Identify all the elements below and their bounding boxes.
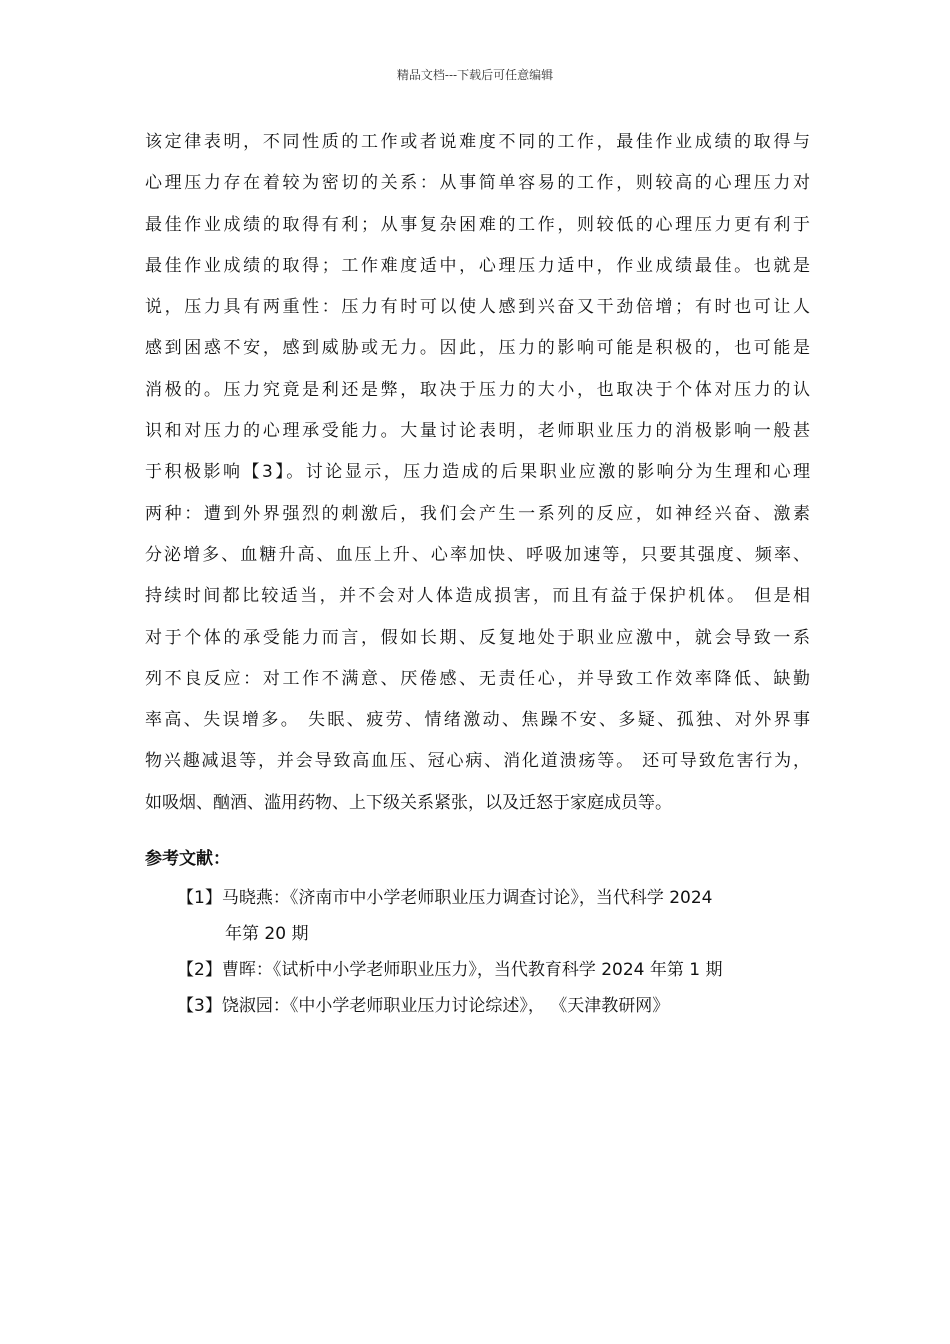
reference-item [177, 952, 817, 988]
body-paragraph [145, 122, 810, 824]
reference-item [177, 880, 817, 952]
paragraph-line: 两种：遭到外界强烈的刺激后，我们会产生一系列的反应，如神经兴奋、激素 [145, 503, 810, 524]
paragraph-line: 最佳作业成绩的取得；工作难度适中，心理压力适中，作业成绩最佳。也就是 [145, 255, 810, 276]
paragraph-line: 物兴趣减退等，并会导致高血压、冠心病、消化道溃疡等。 还可导致危害行为， [145, 751, 810, 772]
reference-text: 【3】饶淑园：《中小学老师职业压力讨论综述》， 《天津教研网》 [177, 996, 670, 1016]
reference-text-continued: 年第 20 期 [225, 924, 309, 944]
paragraph-line: 说，压力具有两重性：压力有时可以使人感到兴奋又干劲倍增；有时也可让人 [145, 297, 810, 318]
paragraph-line: 分泌增多、血糖升高、血压上升、心率加快、呼吸加速等，只要其强度、频率、 [145, 544, 810, 565]
paragraph-line: 列不良反应：对工作不满意、厌倦感、无责任心，并导致工作效率降低、缺勤 [145, 668, 810, 689]
reference-item [177, 988, 817, 1024]
paragraph-line: 心理压力存在着较为密切的关系：从事简单容易的工作，则较高的心理压力对 [145, 173, 810, 194]
paragraph-line: 消极的。压力究竟是利还是弊，取决于压力的大小，也取决于个体对压力的认 [145, 379, 810, 400]
paragraph-line: 最佳作业成绩的取得有利；从事复杂困难的工作，则较低的心理压力更有利于 [145, 214, 810, 235]
reference-text: 【2】曹晖：《试析中小学老师职业压力》，当代教育科学 2024 年第 1 期 [177, 960, 723, 980]
page-header: 精品文档---下载后可任意编辑 [396, 68, 554, 82]
paragraph-line: 感到困惑不安，感到威胁或无力。因此，压力的影响可能是积极的，也可能是 [145, 338, 810, 359]
paragraph-line: 识和对压力的心理承受能力。大量讨论表明，老师职业压力的消极影响一般甚 [145, 421, 810, 442]
paragraph-line: 率高、失误增多。 失眠、疲劳、情绪激动、焦躁不安、多疑、孤独、对外界事 [145, 710, 810, 731]
references-heading: 参考文献： [145, 849, 230, 869]
references-list [177, 880, 817, 1024]
reference-text: 【1】马晓燕：《济南市中小学老师职业压力调查讨论》，当代科学 2024 [177, 888, 713, 908]
paragraph-line: 该定律表明，不同性质的工作或者说难度不同的工作，最佳作业成绩的取得与 [145, 132, 810, 152]
paragraph-line: 持续时间都比较适当，并不会对人体造成损害，而且有益于保护机体。 但是相 [145, 586, 810, 607]
paragraph-line: 对于个体的承受能力而言，假如长期、反复地处于职业应激中，就会导致一系 [145, 627, 810, 648]
paragraph-line: 如吸烟、酗酒、滥用药物、上下级关系紧张，以及迁怒于家庭成员等。 [145, 792, 672, 813]
paragraph-line: 于积极影响【3】。讨论显示，压力造成的后果职业应激的影响分为生理和心理 [145, 462, 810, 483]
